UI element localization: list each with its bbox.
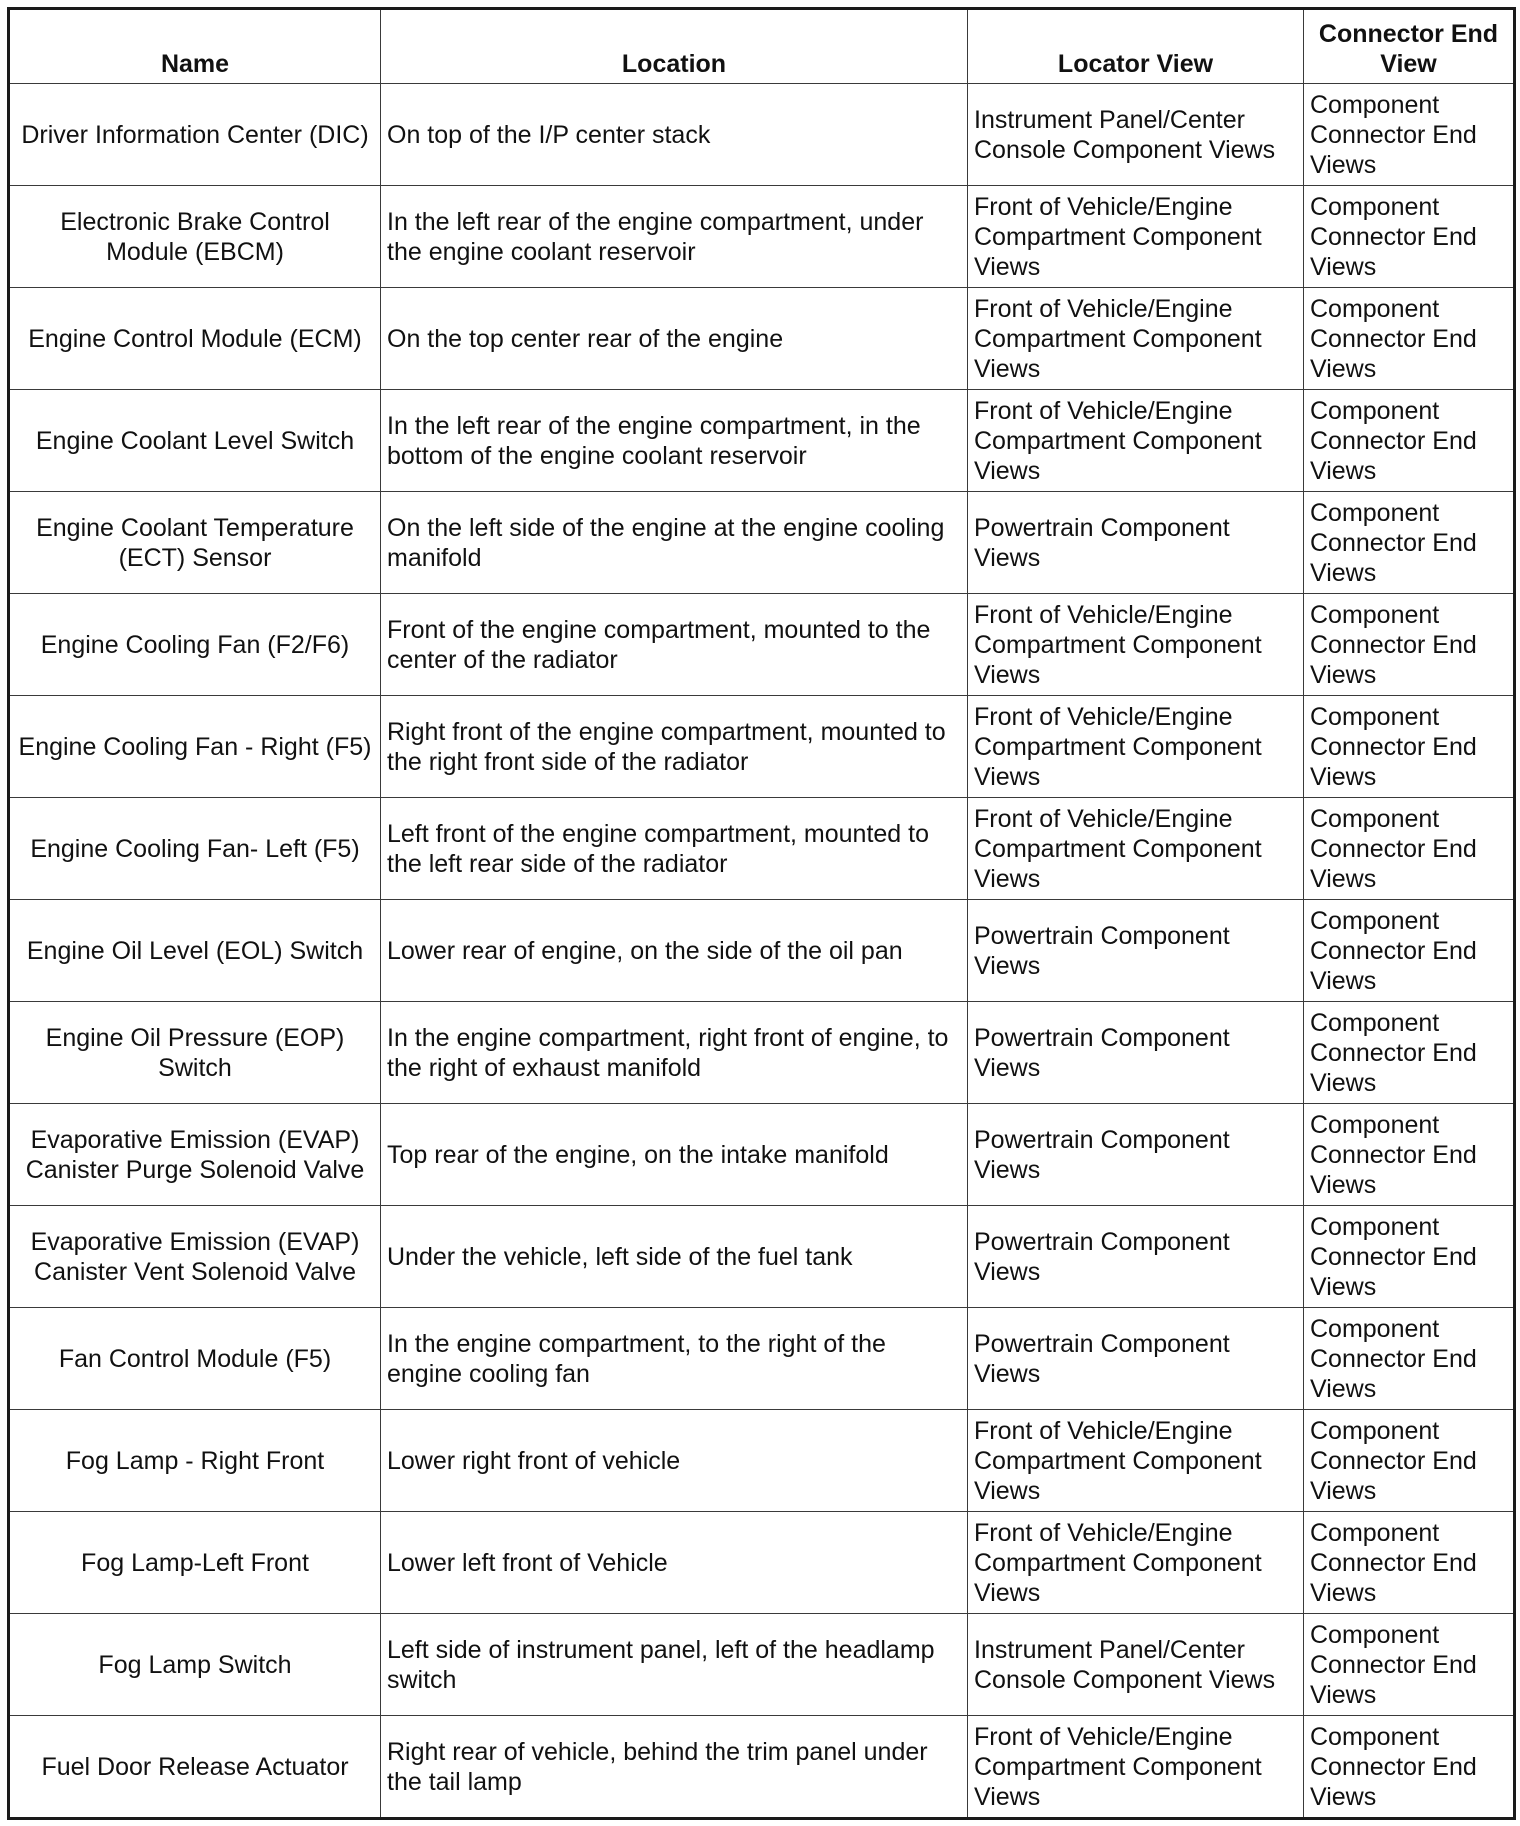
component-location: On the left side of the engine at the engine cooling manifold: [381, 492, 968, 594]
table-header: [9, 9, 1515, 84]
locator-view: Powertrain Component Views: [968, 900, 1304, 1002]
locator-view: Front of Vehicle/Engine Compartment Component Views: [968, 594, 1304, 696]
table-row: [9, 1308, 1515, 1410]
component-name: Engine Oil Pressure (EOP) Switch: [9, 1002, 381, 1104]
component-location: On the top center rear of the engine: [381, 288, 968, 390]
table-row: [9, 1512, 1515, 1614]
component-location: Right rear of vehicle, behind the trim panel under the tail lamp: [381, 1716, 968, 1819]
component-name: Fog Lamp Switch: [9, 1614, 381, 1716]
component-location: Under the vehicle, left side of the fuel tank: [381, 1206, 968, 1308]
component-name: Fog Lamp-Left Front: [9, 1512, 381, 1614]
component-name: Fuel Door Release Actuator: [9, 1716, 381, 1819]
locator-view: Front of Vehicle/Engine Compartment Component Views: [968, 1512, 1304, 1614]
component-name: Evaporative Emission (EVAP) Canister Vent Solenoid Valve: [9, 1206, 381, 1308]
table-row: [9, 1206, 1515, 1308]
table-row: [9, 186, 1515, 288]
connector-end-view: Component Connector End Views: [1304, 186, 1515, 288]
component-location: In the engine compartment, right front of engine, to the right of exhaust manifold: [381, 1002, 968, 1104]
table-row: [9, 84, 1515, 186]
component-location: On top of the I/P center stack: [381, 84, 968, 186]
table-row: [9, 1104, 1515, 1206]
locator-view: Powertrain Component Views: [968, 1104, 1304, 1206]
connector-end-view: Component Connector End Views: [1304, 288, 1515, 390]
table-row: [9, 798, 1515, 900]
connector-end-view: Component Connector End Views: [1304, 696, 1515, 798]
table-row: [9, 1410, 1515, 1512]
connector-end-view: Component Connector End Views: [1304, 1512, 1515, 1614]
connector-end-view: Component Connector End Views: [1304, 1716, 1515, 1819]
table-row: [9, 288, 1515, 390]
component-name: Engine Oil Level (EOL) Switch: [9, 900, 381, 1002]
locator-view: Powertrain Component Views: [968, 1308, 1304, 1410]
locator-view: Instrument Panel/Center Console Component Views: [968, 84, 1304, 186]
component-location: Lower right front of vehicle: [381, 1410, 968, 1512]
connector-end-view: Component Connector End Views: [1304, 594, 1515, 696]
connector-end-view: Component Connector End Views: [1304, 798, 1515, 900]
locator-view: Front of Vehicle/Engine Compartment Component Views: [968, 798, 1304, 900]
connector-end-view: Component Connector End Views: [1304, 1614, 1515, 1716]
header-name: Name: [9, 9, 381, 84]
table-row: [9, 1002, 1515, 1104]
table-row: [9, 696, 1515, 798]
component-name: Driver Information Center (DIC): [9, 84, 381, 186]
component-name: Fan Control Module (F5): [9, 1308, 381, 1410]
table-row: [9, 390, 1515, 492]
locator-view: Front of Vehicle/Engine Compartment Component Views: [968, 1410, 1304, 1512]
component-name: Engine Cooling Fan (F2/F6): [9, 594, 381, 696]
component-location: Top rear of the engine, on the intake manifold: [381, 1104, 968, 1206]
component-location: Right front of the engine compartment, mounted to the right front side of the radiator: [381, 696, 968, 798]
locator-view: Front of Vehicle/Engine Compartment Component Views: [968, 696, 1304, 798]
component-name: Engine Cooling Fan - Right (F5): [9, 696, 381, 798]
component-location: In the engine compartment, to the right of the engine cooling fan: [381, 1308, 968, 1410]
locator-view: Powertrain Component Views: [968, 492, 1304, 594]
header-row: [9, 9, 1515, 84]
table-body: [9, 84, 1515, 1819]
component-location: In the left rear of the engine compartment, in the bottom of the engine coolant reservoir: [381, 390, 968, 492]
locator-view: Powertrain Component Views: [968, 1002, 1304, 1104]
table-row: [9, 1716, 1515, 1819]
component-location: Lower left front of Vehicle: [381, 1512, 968, 1614]
table-row: [9, 900, 1515, 1002]
locator-view: Front of Vehicle/Engine Compartment Component Views: [968, 1716, 1304, 1819]
component-location: Lower rear of engine, on the side of the oil pan: [381, 900, 968, 1002]
component-name: Electronic Brake Control Module (EBCM): [9, 186, 381, 288]
connector-end-view: Component Connector End Views: [1304, 1308, 1515, 1410]
component-location: Front of the engine compartment, mounted to the center of the radiator: [381, 594, 968, 696]
header-location: Location: [381, 9, 968, 84]
component-name: Engine Coolant Level Switch: [9, 390, 381, 492]
component-location: Left front of the engine compartment, mounted to the left rear side of the radiator: [381, 798, 968, 900]
component-locator-table: [7, 7, 1516, 1820]
component-name: Evaporative Emission (EVAP) Canister Purge Solenoid Valve: [9, 1104, 381, 1206]
component-name: Engine Control Module (ECM): [9, 288, 381, 390]
connector-end-view: Component Connector End Views: [1304, 1410, 1515, 1512]
component-location: Left side of instrument panel, left of the headlamp switch: [381, 1614, 968, 1716]
table-row: [9, 594, 1515, 696]
component-location: In the left rear of the engine compartment, under the engine coolant reservoir: [381, 186, 968, 288]
connector-end-view: Component Connector End Views: [1304, 1002, 1515, 1104]
locator-view: Front of Vehicle/Engine Compartment Component Views: [968, 288, 1304, 390]
connector-end-view: Component Connector End Views: [1304, 492, 1515, 594]
connector-end-view: Component Connector End Views: [1304, 390, 1515, 492]
component-name: Engine Coolant Temperature (ECT) Sensor: [9, 492, 381, 594]
connector-end-view: Component Connector End Views: [1304, 900, 1515, 1002]
component-name: Fog Lamp - Right Front: [9, 1410, 381, 1512]
locator-view: Front of Vehicle/Engine Compartment Component Views: [968, 186, 1304, 288]
connector-end-view: Component Connector End Views: [1304, 1206, 1515, 1308]
locator-view: Instrument Panel/Center Console Component Views: [968, 1614, 1304, 1716]
header-locator-view: Locator View: [968, 9, 1304, 84]
connector-end-view: Component Connector End Views: [1304, 1104, 1515, 1206]
header-connector-end-view: Connector End View: [1304, 9, 1515, 84]
locator-view: Powertrain Component Views: [968, 1206, 1304, 1308]
component-name: Engine Cooling Fan- Left (F5): [9, 798, 381, 900]
table-row: [9, 492, 1515, 594]
locator-view: Front of Vehicle/Engine Compartment Component Views: [968, 390, 1304, 492]
table-row: [9, 1614, 1515, 1716]
connector-end-view: Component Connector End Views: [1304, 84, 1515, 186]
